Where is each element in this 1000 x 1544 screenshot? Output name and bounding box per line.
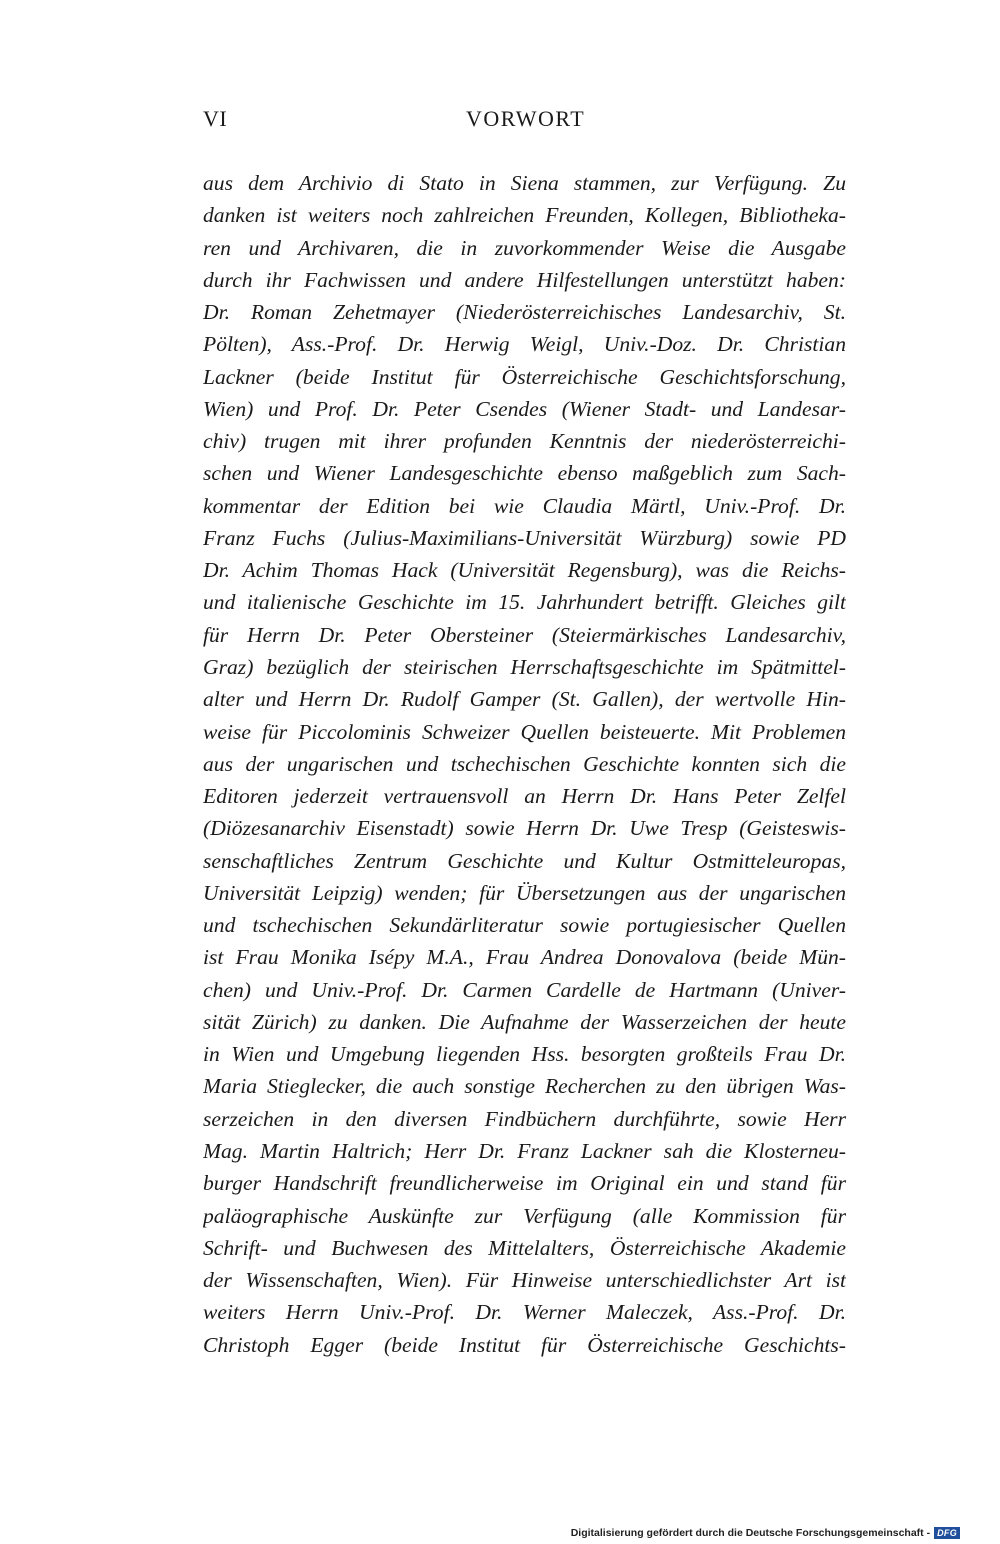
text-line: Christoph Egger (beide Institut für Österreichische Geschichts-: [203, 1332, 846, 1357]
text-line: serzeichen in den diversen Findbüchern durchführte, sowie Herr: [203, 1106, 846, 1131]
text-line: Editoren jederzeit vertrauensvoll an Herrn Dr. Hans Peter Zelfel: [203, 784, 846, 809]
credit-text: Digitalisierung gefördert durch die Deutsche Forschungsgemeinschaft -: [570, 1527, 931, 1539]
text-line: Universität Leipzig) wenden; für Übersetzungen aus der ungarischen: [203, 880, 846, 905]
text-line: Pölten), Ass.-Prof. Dr. Herwig Weigl, Univ.-Doz. Dr. Christian: [203, 332, 846, 357]
text-line: alter und Herrn Dr. Rudolf Gamper (St. Gallen), der wertvolle Hin-: [203, 687, 846, 712]
text-line: paläographische Auskünfte zur Verfügung (alle Kommission für: [203, 1203, 846, 1228]
text-line: burger Handschrift freundlicherweise im Original ein und stand für: [203, 1171, 846, 1196]
text-line: Franz Fuchs (Julius-Maximilians-Universität Würzburg) sowie PD: [203, 525, 846, 550]
text-line: ist Frau Monika Isépy M.A., Frau Andrea Donovalova (beide Mün-: [203, 945, 846, 970]
text-line: Graz) bezüglich der steirischen Herrschaftsgeschichte im Spätmittel-: [203, 654, 846, 679]
text-line: kommentar der Edition bei wie Claudia Märtl, Univ.-Prof. Dr.: [203, 493, 846, 518]
text-line: und tschechischen Sekundärliteratur sowie portugiesischer Quellen: [203, 913, 846, 938]
text-line: aus der ungarischen und tschechischen Geschichte konnten sich die: [203, 751, 846, 776]
text-line: ren und Archivaren, die in zuvorkommender Weise die Ausgabe: [203, 235, 846, 260]
digitization-credit: [571, 1527, 960, 1539]
text-line: aus dem Archivio di Stato in Siena stammen, zur Verfügung. Zu: [203, 171, 846, 195]
text-line: durch ihr Fachwissen und andere Hilfestellungen unterstützt haben:: [203, 267, 846, 292]
text-line: senschaftliches Zentrum Geschichte und Kultur Ostmitteleuropas,: [203, 848, 846, 873]
text-line: Schrift- und Buchwesen des Mittelalters, Österreichische Akademie: [203, 1235, 846, 1260]
text-line: chiv) trugen mit ihrer profunden Kenntnis der niederösterreichi-: [203, 429, 846, 454]
text-line: weiters Herrn Univ.-Prof. Dr. Werner Maleczek, Ass.-Prof. Dr.: [203, 1300, 846, 1325]
dfg-logo: DFG: [934, 1527, 960, 1539]
text-line: chen) und Univ.-Prof. Dr. Carmen Cardelle de Hartmann (Univer-: [203, 977, 846, 1002]
running-head-title: VORWORT: [466, 106, 586, 131]
text-line: Lackner (beide Institut für Österreichische Geschichtsforschung,: [203, 364, 846, 389]
text-line: Dr. Achim Thomas Hack (Universität Regensburg), was die Reichs-: [203, 558, 846, 583]
body-text: [203, 167, 846, 1361]
text-line: Dr. Roman Zehetmayer (Niederösterreichisches Landesarchiv, St.: [203, 300, 846, 325]
text-line: der Wissenschaften, Wien). Für Hinweise unterschiedlichster Art ist: [203, 1268, 846, 1293]
text-line: danken ist weiters noch zahlreichen Freunden, Kollegen, Bibliotheka-: [203, 203, 846, 228]
text-line: für Herrn Dr. Peter Obersteiner (Steiermärkisches Landesarchiv,: [203, 622, 846, 647]
text-line: in Wien und Umgebung liegenden Hss. besorgten großteils Frau Dr.: [203, 1042, 846, 1067]
text-line: (Diözesanarchiv Eisenstadt) sowie Herrn Dr. Uwe Tresp (Geisteswis-: [203, 816, 846, 841]
text-line: und italienische Geschichte im 15. Jahrhundert betrifft. Gleiches gilt: [203, 590, 846, 615]
text-line: weise für Piccolominis Schweizer Quellen beisteuerte. Mit Problemen: [203, 719, 846, 744]
text-line: sität Zürich) zu danken. Die Aufnahme der Wasserzeichen der heute: [203, 1009, 846, 1034]
page-number: VI: [203, 106, 228, 131]
text-line: Mag. Martin Haltrich; Herr Dr. Franz Lackner sah die Klosterneu-: [203, 1138, 846, 1163]
text-line: schen und Wiener Landesgeschichte ebenso maßgeblich zum Sach-: [203, 461, 846, 486]
text-line: Wien) und Prof. Dr. Peter Csendes (Wiener Stadt- und Landesar-: [203, 396, 846, 421]
text-line: Maria Stieglecker, die auch sonstige Recherchen zu den übrigen Was-: [203, 1074, 846, 1099]
